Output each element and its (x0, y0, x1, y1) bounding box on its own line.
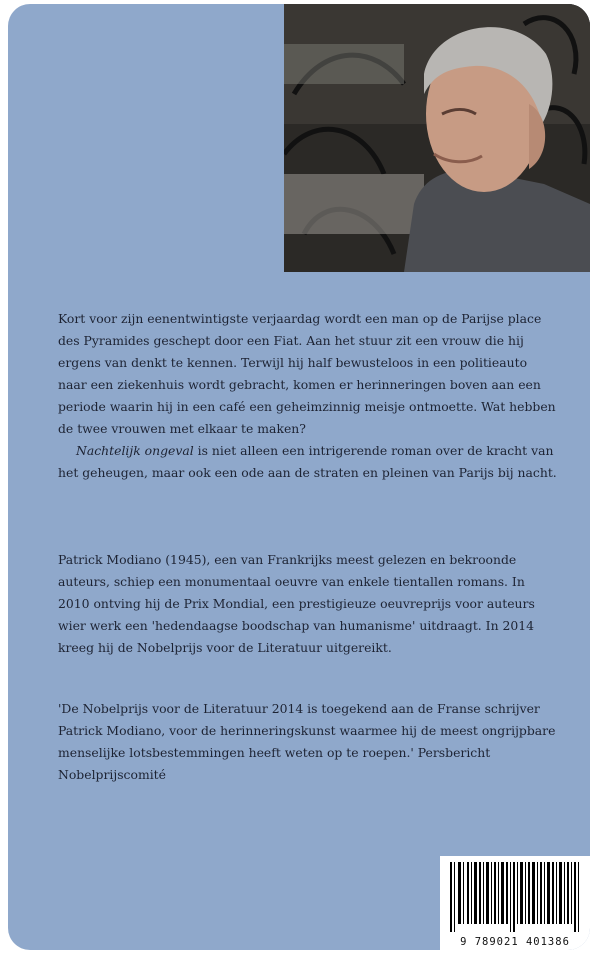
barcode (440, 856, 590, 950)
blurb-paragraph-1: Kort voor zijn eenentwintigste verjaardag wordt een man op de Parijse place des Pyramides geschept door een Fiat. Aan het stuur zit een vrouw die hij ergens van denkt te kennen. Terwijl hij half bewusteloos in een politieauto naar een ziekenhuis wordt gebracht, komen er herinneringen boven aan een periode waarin hij in een café een geheimzinnig meisje ontmoette. Wat hebben de twee vrouwen met elkaar te maken? (58, 311, 556, 436)
back-cover (8, 4, 590, 950)
bio-paragraph: Patrick Modiano (1945), een van Frankrijks meest gelezen en bekroonde auteurs, schiep een monumentaal oeuvre van enkele tientallen romans. In 2010 ontving hij de Prix Mondial, een prestigieuze oeuvreprijs voor auteurs wier werk een 'hedendaagse boodschap van humanisme' uitdraagt. In 2014 kreeg hij de Nobelprijs voor de Literatuur uitgereikt. (58, 552, 535, 655)
author-bio (58, 549, 558, 659)
quote-paragraph: 'De Nobelprijs voor de Literatuur 2014 is toegekend aan de Franse schrijver Patrick Modiano, voor de herinneringskunst waarmee hij de meest ongrijpbare menselijke lotsbestemmingen heeft weten op te roepen.' Persbericht Nobelprijscomité (58, 701, 556, 782)
author-photo (284, 4, 590, 272)
book-title: Nachtelijk ongeval (76, 443, 194, 458)
blurb-paragraph-2-text: is niet alleen een intrigerende roman over de kracht van het geheugen, maar ook een ode aan de straten en pleinen van Parijs bij nacht. (58, 443, 557, 480)
blurb-paragraph-2 (58, 440, 558, 484)
isbn-number: 9 789021 401386 (460, 936, 570, 948)
barcode-icon (440, 856, 590, 932)
blurb (58, 308, 558, 484)
nobel-quote (58, 698, 558, 786)
author-portrait-icon (284, 4, 590, 272)
